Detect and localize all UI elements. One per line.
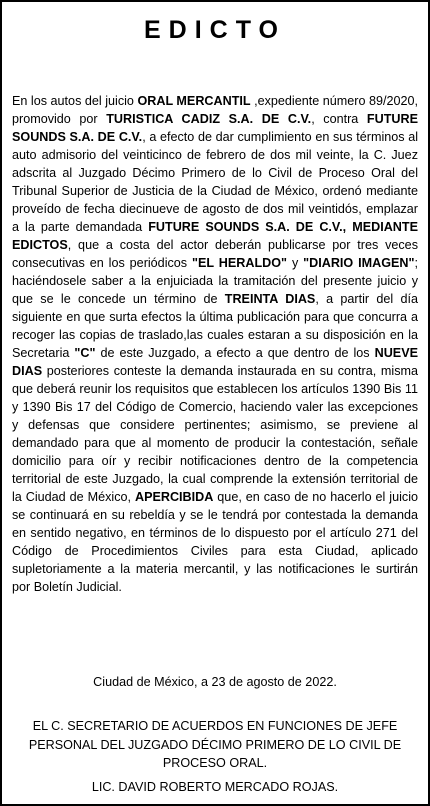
date-line: Ciudad de México, a 23 de agosto de 2022. bbox=[93, 675, 337, 689]
body-bold-run: "EL HERALDO" bbox=[192, 256, 288, 270]
body-bold-run: NUEVE DIAS bbox=[12, 346, 418, 378]
body-bold-run: TURISTICA CADIZ S.A. DE C.V. bbox=[106, 112, 312, 126]
body-bold-run: TREINTA DIAS bbox=[224, 292, 316, 306]
body-text-run: que, en caso de no hacerlo el juicio se continuará en su rebeldía y se le tendrá por contestada la demanda en sentido negativo, en términos de lo dispuesto por el artículo 271 del Código de Procedimientos Civiles para esta Ciudad, aplicado supletoriamente a la materia mercantil, y las notificaciones le surtirán por Boletín Judicial. bbox=[12, 490, 418, 594]
body-bold-run: ORAL MERCANTIL bbox=[137, 94, 251, 108]
body-text-run: En los autos del juicio bbox=[12, 94, 138, 108]
signature-block bbox=[12, 717, 418, 796]
body-text-run: ; haciéndosele saber a la enjuiciada la tramitación del presente juicio y que se le concede un término de bbox=[12, 256, 418, 306]
body-text-run: y bbox=[287, 256, 304, 270]
body-text-run: de este Juzgado, a efecto a que dentro de los bbox=[95, 346, 375, 360]
signature-name: LIC. DAVID ROBERTO MERCADO ROJAS. bbox=[91, 779, 339, 794]
body-text-run: , que a costa del actor deberán publicarse por tres veces consecutivas en los periódicos bbox=[12, 238, 418, 270]
body-bold-run: APERCIBIDA bbox=[134, 490, 214, 504]
document-title: EDICTO bbox=[144, 16, 286, 44]
body-bold-run: FUTURE SOUNDS S.A. DE C.V. bbox=[12, 112, 418, 144]
edict-body bbox=[12, 92, 418, 596]
body-text-run: , contra bbox=[311, 112, 367, 126]
body-text-run: posteriores conteste la demanda instaurada en su contra, misma que deberá reunir los requisitos que establecen los artículos 1390 Bis 11 y 1390 Bis 17 del Código de Comercio, haciendo valer las excepciones y defensas que considere pertinentes; asimismo, se previene al demandado para que al momento de producir la contestación, señale domicilio para oír y recibir notificaciones dentro de la competencia territorial de este Juzgado, la cual comprende la extensión territorial de la Ciudad de México, bbox=[12, 364, 418, 504]
body-bold-run: "DIARIO IMAGEN" bbox=[303, 256, 415, 270]
body-text-run: , a efecto de dar cumplimiento en sus términos al auto admisorio del veinticinco de febrero de dos mil veinte, la C. Juez adscrita al Juzgado Décimo Primero de lo Civil de Proceso Oral del Tribunal Superior de Justicia de la Ciudad de México, ordenó mediante proveído de fecha diecinueve de agosto de dos mil veintidós, emplazar a la parte demandada bbox=[12, 130, 419, 234]
body-text-run: ,expediente número 89/2020, promovido por bbox=[12, 94, 419, 126]
signature-title: EL C. SECRETARIO DE ACUERDOS EN FUNCIONES DE JEFE PERSONAL DEL JUZGADO DÉCIMO PRIMERO DE LO CIVIL DE PROCESO ORAL. bbox=[28, 719, 402, 770]
body-bold-run: "C" bbox=[74, 346, 96, 360]
body-text-run: , a partir del día siguiente en que surta efectos la última publicación para que concurra a recoger las copias de traslado,las cuales estaran a su disposición en la Secretaria bbox=[12, 292, 418, 360]
body-bold-run: FUTURE SOUNDS S.A. DE C.V., MEDIANTE EDICTOS bbox=[12, 220, 418, 252]
